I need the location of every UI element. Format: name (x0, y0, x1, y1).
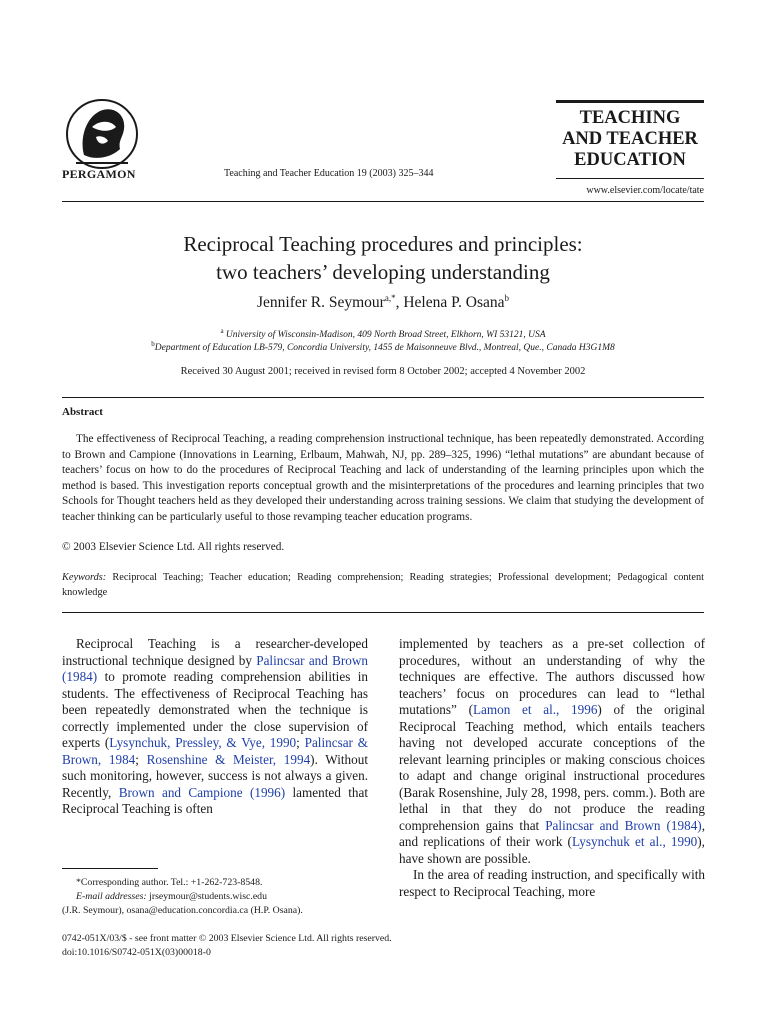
body-column-left (62, 636, 368, 818)
body-paragraph (399, 636, 705, 867)
journal-brand-line: AND TEACHER (562, 129, 698, 149)
author-name: Jennifer R. Seymour (256, 294, 385, 312)
body-text: implemented by teachers as a pre-set collection of procedures, without an understanding of why the techniques are effective. The authors discussed how teachers’ focus on procedures can lead to “lethal mutations” ( (399, 636, 705, 717)
front-matter (62, 932, 392, 960)
citation-link[interactable]: Palincsar & Brown, 1984 (62, 735, 368, 767)
footnote-rule (62, 868, 158, 869)
citation-link[interactable]: Lysynchuk, Pressley, & Vye, 1990 (109, 735, 297, 750)
citation-link[interactable]: Lamon et al., 1996 (472, 702, 598, 717)
publisher-logo (62, 97, 144, 171)
front-matter-line: 0742-051X/03/$ - see front matter © 2003 Elsevier Science Ltd. All rights reserved. (62, 933, 392, 944)
email-link[interactable]: jrseymour@students.wisc.edu (146, 891, 267, 902)
journal-brand (556, 108, 704, 171)
citation-link[interactable]: Brown and Campione (1996) (118, 784, 286, 800)
abstract-text: The effectiveness of Reciprocal Teaching, a reading comprehension instructional technique, has been repeatedly demonstrated. According to Brown and Campione (Innovations in Learning, Erlbaum, Mahwah, NJ, pp. 289–325, 1996) “lethal mutations” are abundant because of teachers’ focus on how to do the procedures of Reciprocal Teaching and lack of understanding of the learning principles upon which the method is based. This investigation reports conceptual growth and the misinterpretations of the procedures and learning principles that two Schools for Thought teachers held as they developed their understanding across training sessions. We claim that studying the development of teacher thinking can be particularly useful to those revamping teacher education programs. (62, 433, 704, 523)
corresponding-author-note: *Corresponding author. Tel.: +1-262-723-8548. (76, 877, 263, 888)
brand-rule-bottom (556, 178, 704, 179)
body-text: Reciprocal Teaching is a researcher-developed instructional technique designed by (62, 636, 368, 668)
body-text: lamented that Reciprocal Teaching is often (62, 784, 369, 816)
keywords-label: Keywords: (62, 572, 107, 583)
author-name: Helena P. Osana (403, 294, 505, 312)
brand-rule-top (556, 100, 704, 103)
body-text: ) of the original Reciprocal Teaching method, which entails teachers having not developed accurate conceptions of the relevant learning principles or making conscious choices to adapt and change original instructional procedures (Barak Rosenshine, July 28, 1998, pers. comm.). Both are lethal in that they do not produce the reading comprehension gains that (399, 702, 706, 833)
abstract-body (62, 432, 704, 525)
affiliation-marker: a (220, 327, 224, 335)
affiliation-text: University of Wisconsin-Madison, 409 North Broad Street, Elkhorn, WI 53121, USA (225, 330, 546, 341)
publisher-name: PERGAMON (62, 167, 136, 181)
body-text: ; (135, 751, 147, 767)
author-separator: , (395, 294, 404, 312)
affiliation-marker: b (151, 340, 155, 348)
body-text: ), have shown are possible. (399, 834, 705, 866)
body-column-right (399, 636, 705, 900)
abstract-top-rule (62, 397, 704, 398)
received-dates: Received 30 August 2001; received in revised form 8 October 2002; accepted 4 November 2002 (180, 366, 586, 377)
citation-link[interactable]: Lysynchuk et al., 1990 (571, 834, 698, 849)
title-line-2: two teachers’ developing understanding (216, 260, 550, 284)
email-note (62, 890, 368, 904)
journal-brand-line: EDUCATION (574, 150, 686, 170)
citation-link[interactable]: Rosenshine & Meister, 1994 (146, 751, 311, 767)
citation-link[interactable]: Palincsar and Brown (1984) (62, 652, 368, 684)
body-paragraph: In the area of reading instruction, and specifically with respect to Reciprocal Teaching, more (399, 867, 705, 899)
affiliation-text: Department of Education LB-579, Concordia University, 1455 de Maisonneuve Blvd., Montreal, Que., Canada H3G1M8 (154, 343, 615, 354)
journal-brand-line: TEACHING (579, 108, 681, 128)
journal-url[interactable]: www.elsevier.com/locate/tate (586, 185, 704, 196)
email-note-continued: (J.R. Seymour), osana@education.concordia.ca (H.P. Osana). (62, 905, 303, 916)
email-label: E-mail addresses: (76, 891, 147, 902)
body-paragraph (62, 636, 368, 818)
body-text: to promote reading comprehension abilities in students. The effectiveness of Reciprocal Teaching has been repeatedly demonstrated when the technique is correctly implemented under the close supervision of experts ( (62, 669, 368, 750)
keywords (62, 571, 704, 600)
abstract-bottom-rule (62, 612, 704, 613)
footnotes (62, 876, 368, 918)
keywords-list: Reciprocal Teaching; Teacher education; Reading comprehension; Reading strategies; Professional development; Pedagogical content knowledge (62, 572, 704, 598)
abstract-copyright: © 2003 Elsevier Science Ltd. All rights reserved. (62, 541, 285, 553)
doi[interactable]: doi:10.1016/S0742-051X(03)00018-0 (62, 947, 211, 958)
affiliation-b (62, 340, 704, 353)
body-text: ). Without such monitoring, however, success is not always a given. Recently, (62, 751, 368, 800)
article-title (62, 230, 704, 286)
header-divider (62, 201, 704, 202)
title-line-1: Reciprocal Teaching procedures and principles: (183, 232, 583, 256)
author-affiliation-marker[interactable]: b (504, 293, 509, 303)
citation-link[interactable]: Palincsar and Brown (1984) (545, 817, 702, 833)
body-text: , and replications of their work ( (399, 817, 705, 849)
author-list (62, 293, 704, 312)
abstract-heading: Abstract (62, 406, 103, 418)
body-text: ; (296, 735, 305, 750)
affiliation-a (62, 327, 704, 340)
author-affiliation-marker[interactable]: a,* (384, 293, 396, 303)
journal-citation: Teaching and Teacher Education 19 (2003) 325–344 (224, 168, 434, 179)
